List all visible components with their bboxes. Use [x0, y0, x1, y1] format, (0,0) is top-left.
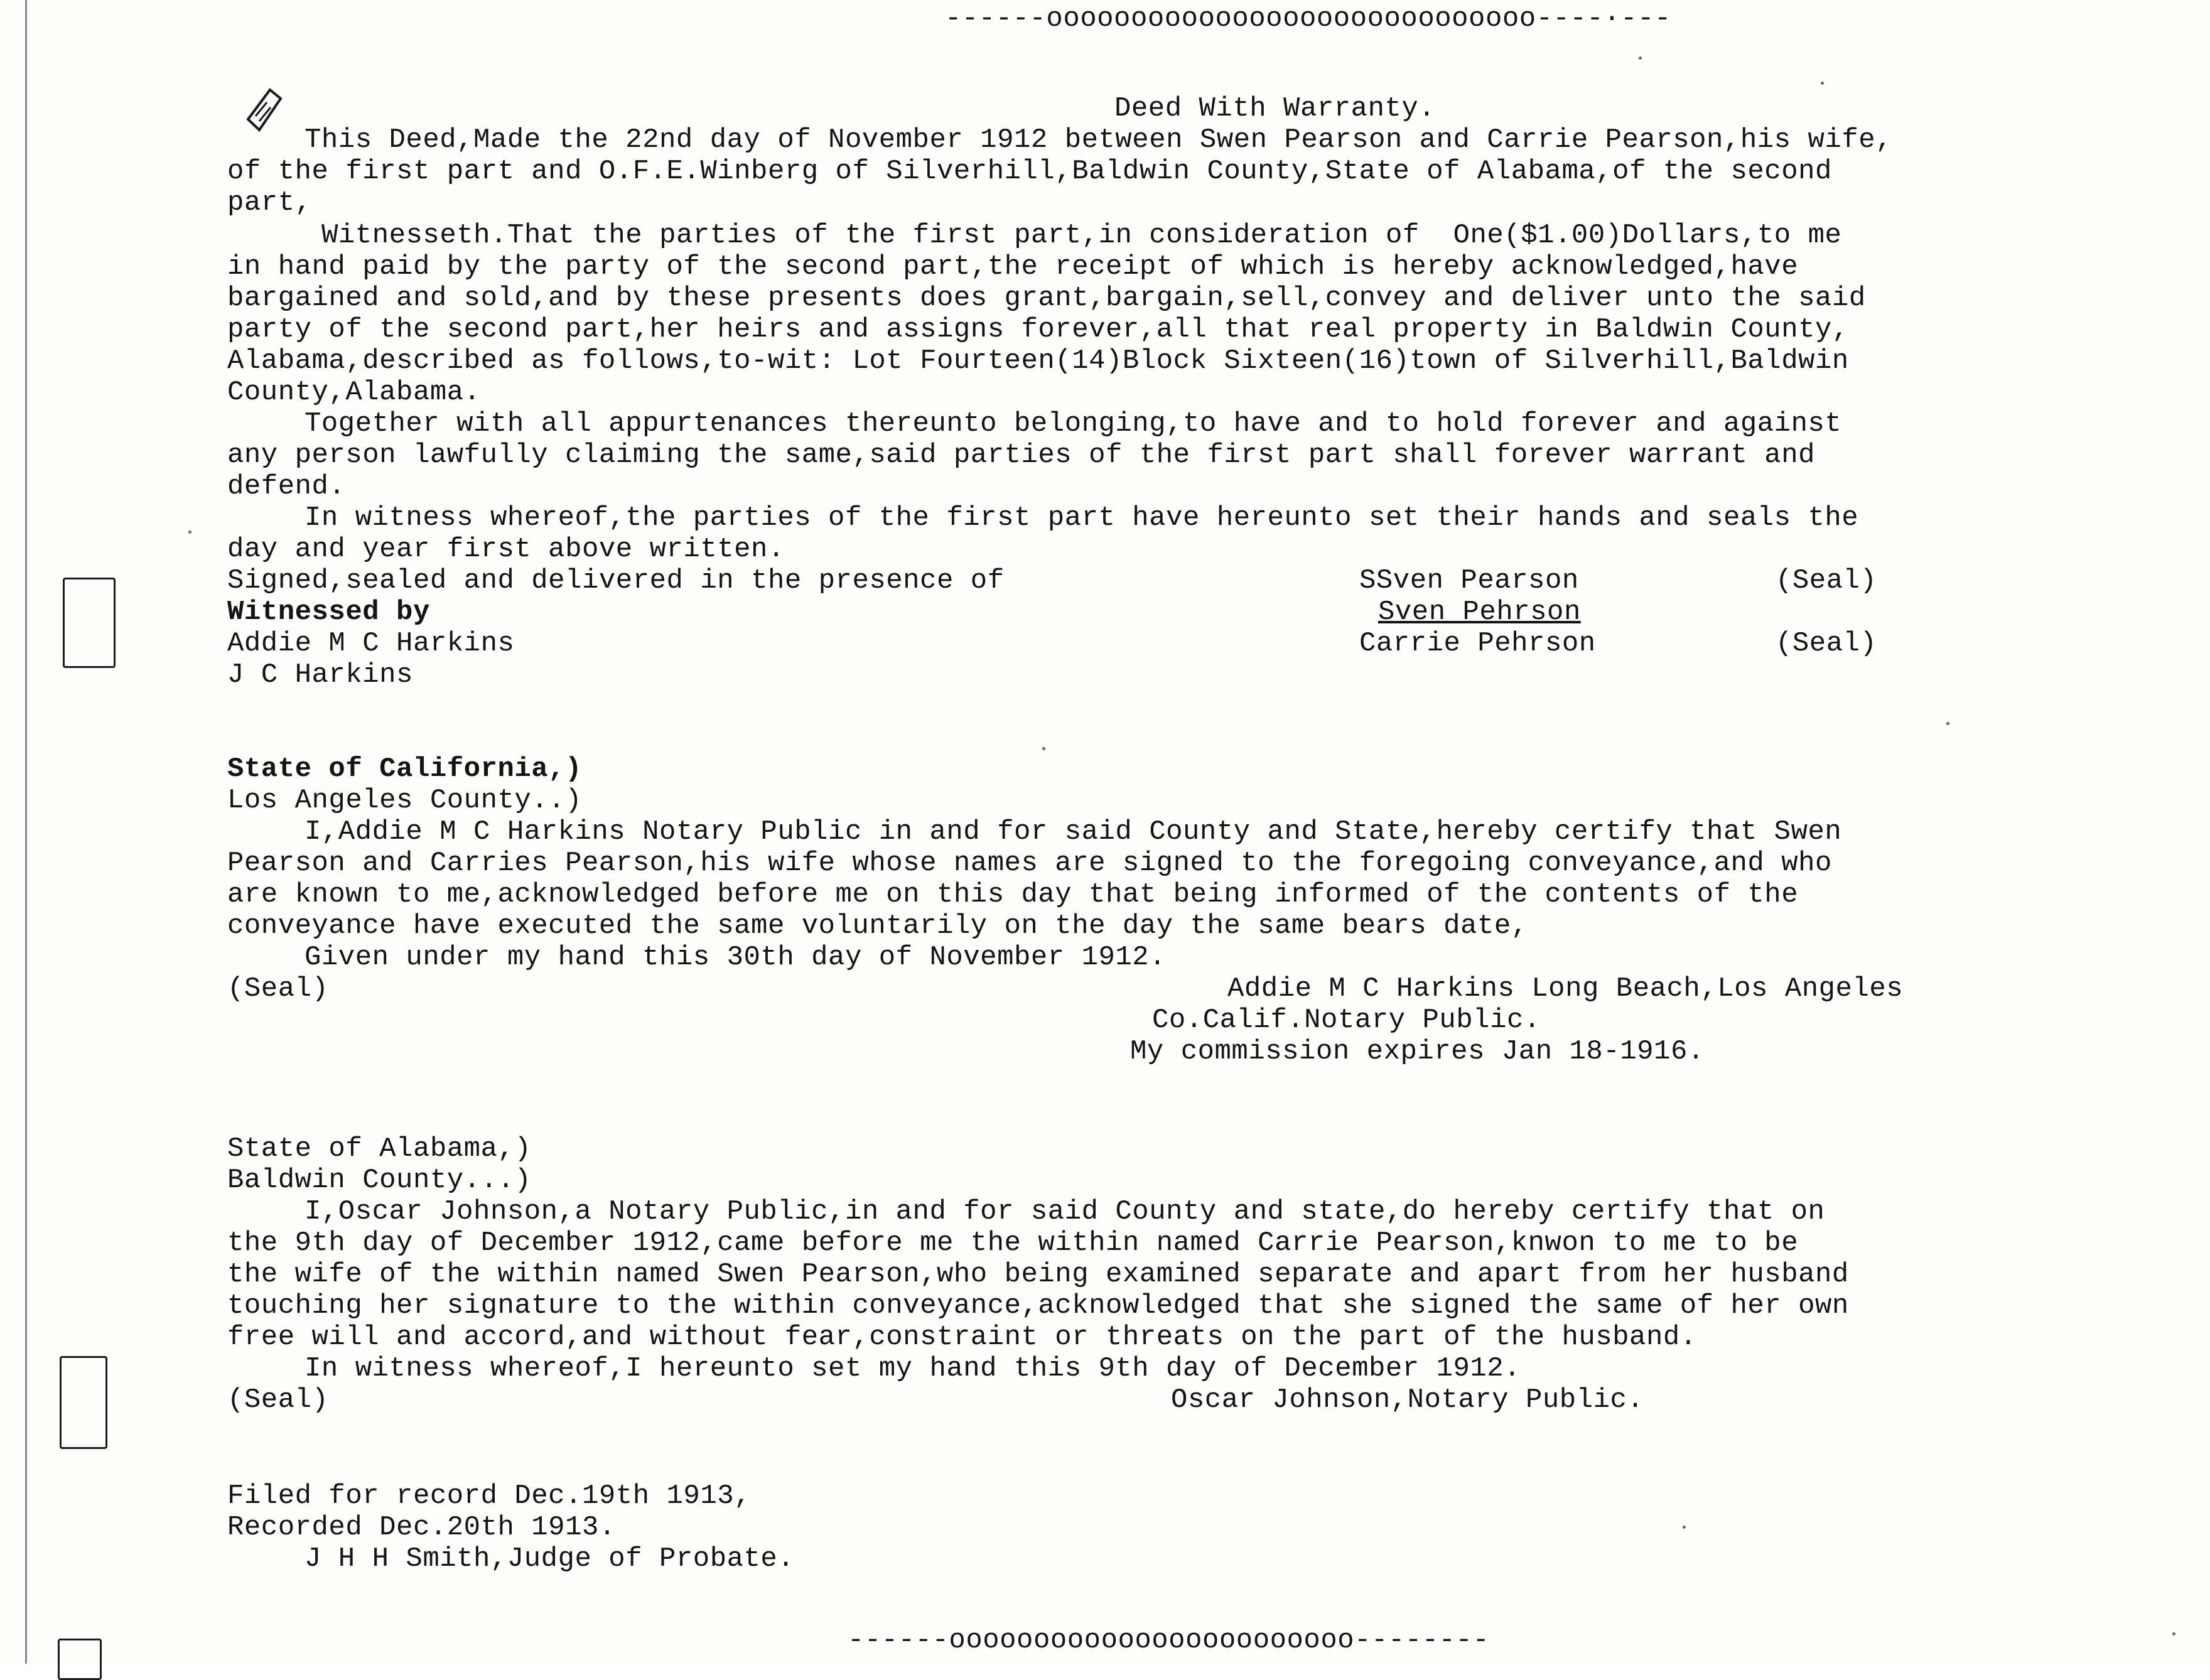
- al-ack-line-4: touching her signature to the within conveyance,acknowledged that she signed the same of her own: [227, 1290, 1849, 1322]
- ca-seal: (Seal): [227, 973, 329, 1004]
- signer-1: SSven Pearson: [1359, 565, 1579, 596]
- witnesseth-line-1: Witnesseth.That the parties of the first part,in consideration of One($1.00)Dollars,to me: [321, 220, 1842, 251]
- in-witness-line-2: day and year first above written.: [227, 534, 785, 565]
- appurtenances-line-1: Together with all appurtenances thereunto belonging,to have and to hold forever and against: [305, 408, 1842, 439]
- ink-speck: [188, 530, 191, 534]
- top-divider-rule: ------ooooooooooooooooooooooooooooo----·---: [945, 3, 1671, 35]
- al-ack-line-6: In witness whereof,I hereunto set my hand this 9th day of December 1912.: [305, 1353, 1521, 1384]
- witness-2: J C Harkins: [227, 659, 413, 691]
- al-notary: Oscar Johnson,Notary Public.: [1171, 1384, 1644, 1416]
- ca-ack-line-5: Given under my hand this 30th day of November 1912.: [305, 942, 1167, 973]
- seal-1: (Seal): [1776, 565, 1877, 596]
- ca-ack-line-4: conveyance have executed the same voluntarily on the day the same bears date,: [227, 910, 1528, 942]
- ink-speck: [1042, 747, 1045, 750]
- page-edge-line: [25, 0, 27, 1664]
- stamp-icon: [242, 85, 286, 141]
- presence-line: Signed,sealed and delivered in the presence of: [227, 565, 1005, 596]
- ca-state-heading: State of California,): [227, 753, 582, 785]
- document-title: Deed With Warranty.: [1114, 93, 1436, 124]
- ca-ack-line-3: are known to me,acknowledged before me on this day that being informed of the contents of the: [227, 879, 1799, 910]
- witnesseth-line-3: bargained and sold,and by these presents does grant,bargain,sell,convey and deliver unto the said: [227, 283, 1866, 314]
- ink-speck: [1821, 82, 1824, 85]
- ca-notary-line-1: Addie M C Harkins Long Beach,Los Angeles: [1227, 973, 1904, 1004]
- punch-hole-mark: [63, 578, 116, 668]
- witnessed-by-label: Witnessed by: [227, 596, 430, 628]
- in-witness-line-1: In witness whereof,the parties of the first part have hereunto set their hands and seals the: [305, 502, 1859, 534]
- witness-1: Addie M C Harkins: [227, 628, 515, 659]
- al-ack-line-5: free will and accord,and without fear,constraint or threats on the part of the husband.: [227, 1322, 1697, 1353]
- appurtenances-line-3: defend.: [227, 471, 346, 502]
- witnesseth-line-4: party of the second part,her heirs and assigns forever,all that real property in Baldwin County,: [227, 314, 1849, 345]
- appurtenances-line-2: any person lawfully claiming the same,said parties of the first part shall forever warrant and: [227, 439, 1816, 471]
- al-seal: (Seal): [227, 1384, 329, 1416]
- filing-line-1: Filed for record Dec.19th 1913,: [227, 1480, 752, 1512]
- filing-line-2: Recorded Dec.20th 1913.: [227, 1512, 616, 1543]
- witnesseth-line-6: County,Alabama.: [227, 377, 481, 408]
- al-ack-line-3: the wife of the within named Swen Pearson,who being examined separate and apart from her husband: [227, 1259, 1849, 1290]
- ink-speck: [1946, 722, 1949, 725]
- punch-hole-mark: [60, 1356, 107, 1449]
- seal-2: (Seal): [1776, 628, 1877, 659]
- bottom-divider-rule: ------oooooooooooooooooooooooo--------: [848, 1625, 1490, 1656]
- al-state-heading: State of Alabama,): [227, 1133, 532, 1165]
- ink-speck: [2172, 1632, 2175, 1635]
- ink-speck: [1639, 57, 1642, 60]
- al-ack-line-1: I,Oscar Johnson,a Notary Public,in and for said County and state,do hereby certify that on: [305, 1196, 1825, 1227]
- al-ack-line-2: the 9th day of December 1912,came before me the within named Carrie Pearson,knwon to me to be: [227, 1227, 1799, 1259]
- filing-line-3: J H H Smith,Judge of Probate.: [305, 1543, 795, 1575]
- signer-2: Carrie Pehrson: [1359, 628, 1596, 659]
- ca-ack-line-1: I,Addie M C Harkins Notary Public in and for said County and State,hereby certify that Swen: [305, 816, 1842, 848]
- ca-notary-line-3: My commission expires Jan 18-1916.: [1130, 1036, 1705, 1067]
- ca-ack-line-2: Pearson and Carries Pearson,his wife whose names are signed to the foregoing conveyance,and who: [227, 848, 1832, 879]
- ca-county-heading: Los Angeles County..): [227, 785, 582, 816]
- witnesseth-line-2: in hand paid by the party of the second part,the receipt of which is hereby acknowledged,have: [227, 251, 1799, 283]
- signer-1-alternate: Sven Pehrson: [1378, 596, 1581, 628]
- al-county-heading: Baldwin County...): [227, 1165, 532, 1196]
- ink-speck: [1683, 1526, 1686, 1529]
- punch-hole-mark: [58, 1639, 102, 1680]
- witnesseth-line-5: Alabama,described as follows,to-wit: Lot Fourteen(14)Block Sixteen(16)town of Silverhill,Baldwin: [227, 345, 1849, 377]
- deed-opening-line-3: part,: [227, 187, 312, 218]
- ca-notary-line-2: Co.Calif.Notary Public.: [1152, 1004, 1541, 1036]
- deed-opening-line-2: of the first part and O.F.E.Winberg of Silverhill,Baldwin County,State of Alabama,of the second: [227, 156, 1832, 187]
- deed-opening-line-1: This Deed,Made the 22nd day of November 1912 between Swen Pearson and Carrie Pearson,his wife,: [305, 124, 1893, 156]
